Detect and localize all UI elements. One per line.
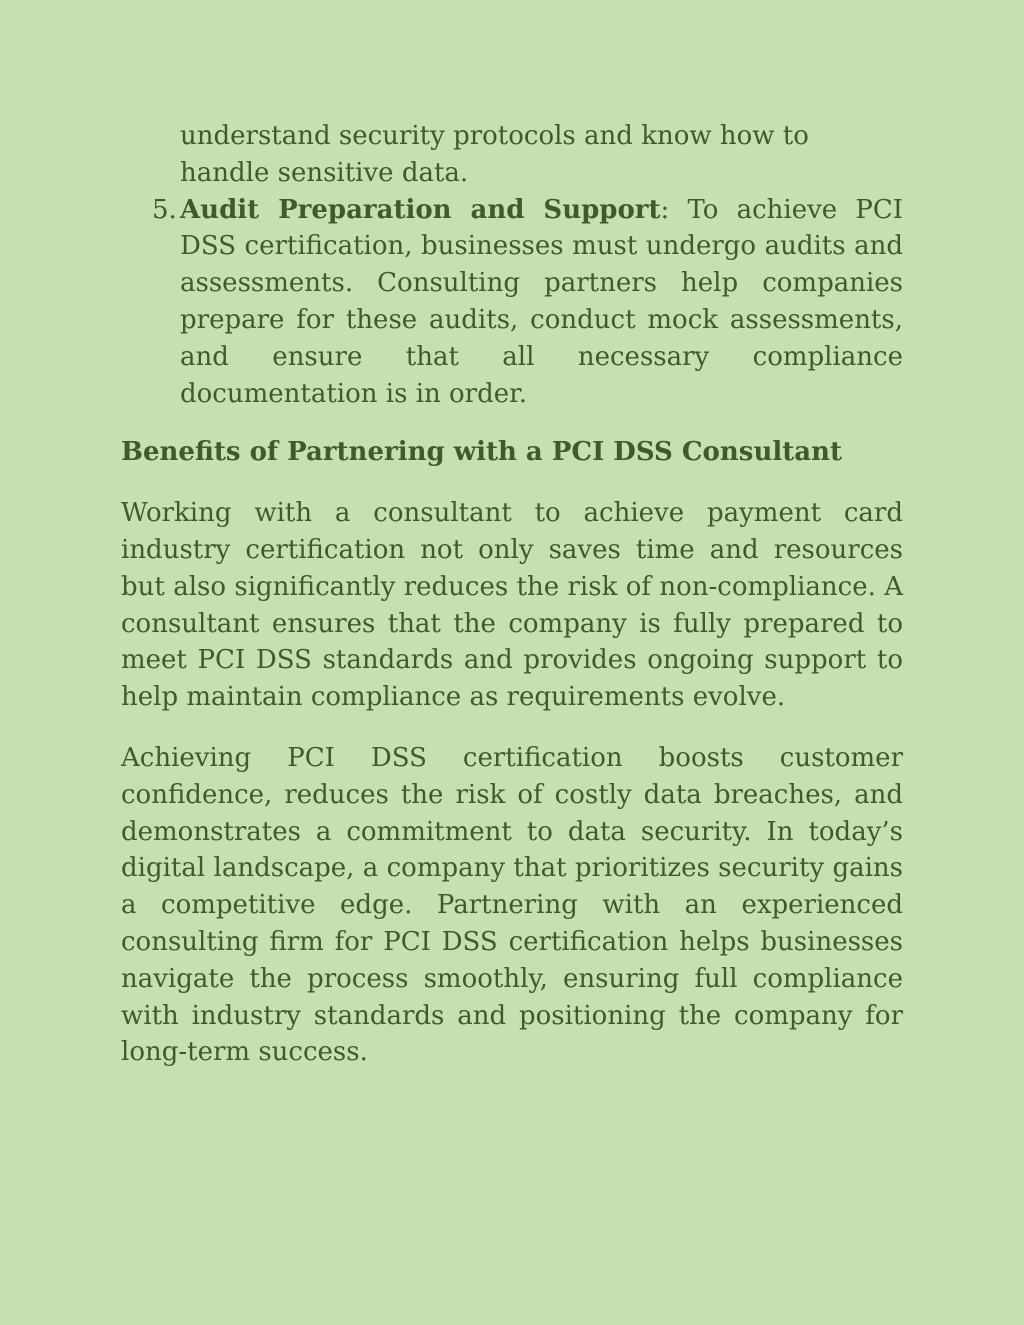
document-content [121, 118, 903, 1071]
section-heading: Benefits of Partnering with a PCI DSS Consultant [121, 437, 842, 468]
paragraph-2: Achieving PCI DSS certification boosts customer confidence, reduces the risk of costly data breaches, and demonstrates a commitment to data security. In today’s digital landscape, a company that prioritizes security gains a competitive edge. Partnering with an experienced consulting firm for PCI DSS certification helps businesses navigate the process smoothly, ensuring full compliance with industry standards and positioning the company for long-term success. [121, 742, 903, 1068]
list-item-title: Audit Preparation and Support [180, 194, 661, 225]
list-number: 5. [152, 194, 177, 225]
list-item-4-continuation: understand security protocols and know how to handle sensitive data. [180, 121, 809, 188]
list-item-text: To achieve PCI DSS certification, businesses must undergo audits and assessments. Consulting partners help companies prepare for these audits, conduct mock assessments, and ensure that all necessary compliance documentation is in order. [180, 194, 903, 409]
paragraph-1: Working with a consultant to achieve payment card industry certification not only saves time and resources but also significantly reduces the risk of non-compliance. A consultant ensures that the company is fully prepared to meet PCI DSS standards and provides ongoing support to help maintain compliance as requirements evolve. [121, 498, 903, 713]
list-item-5 [121, 192, 903, 413]
list-item-colon: : [660, 194, 670, 225]
